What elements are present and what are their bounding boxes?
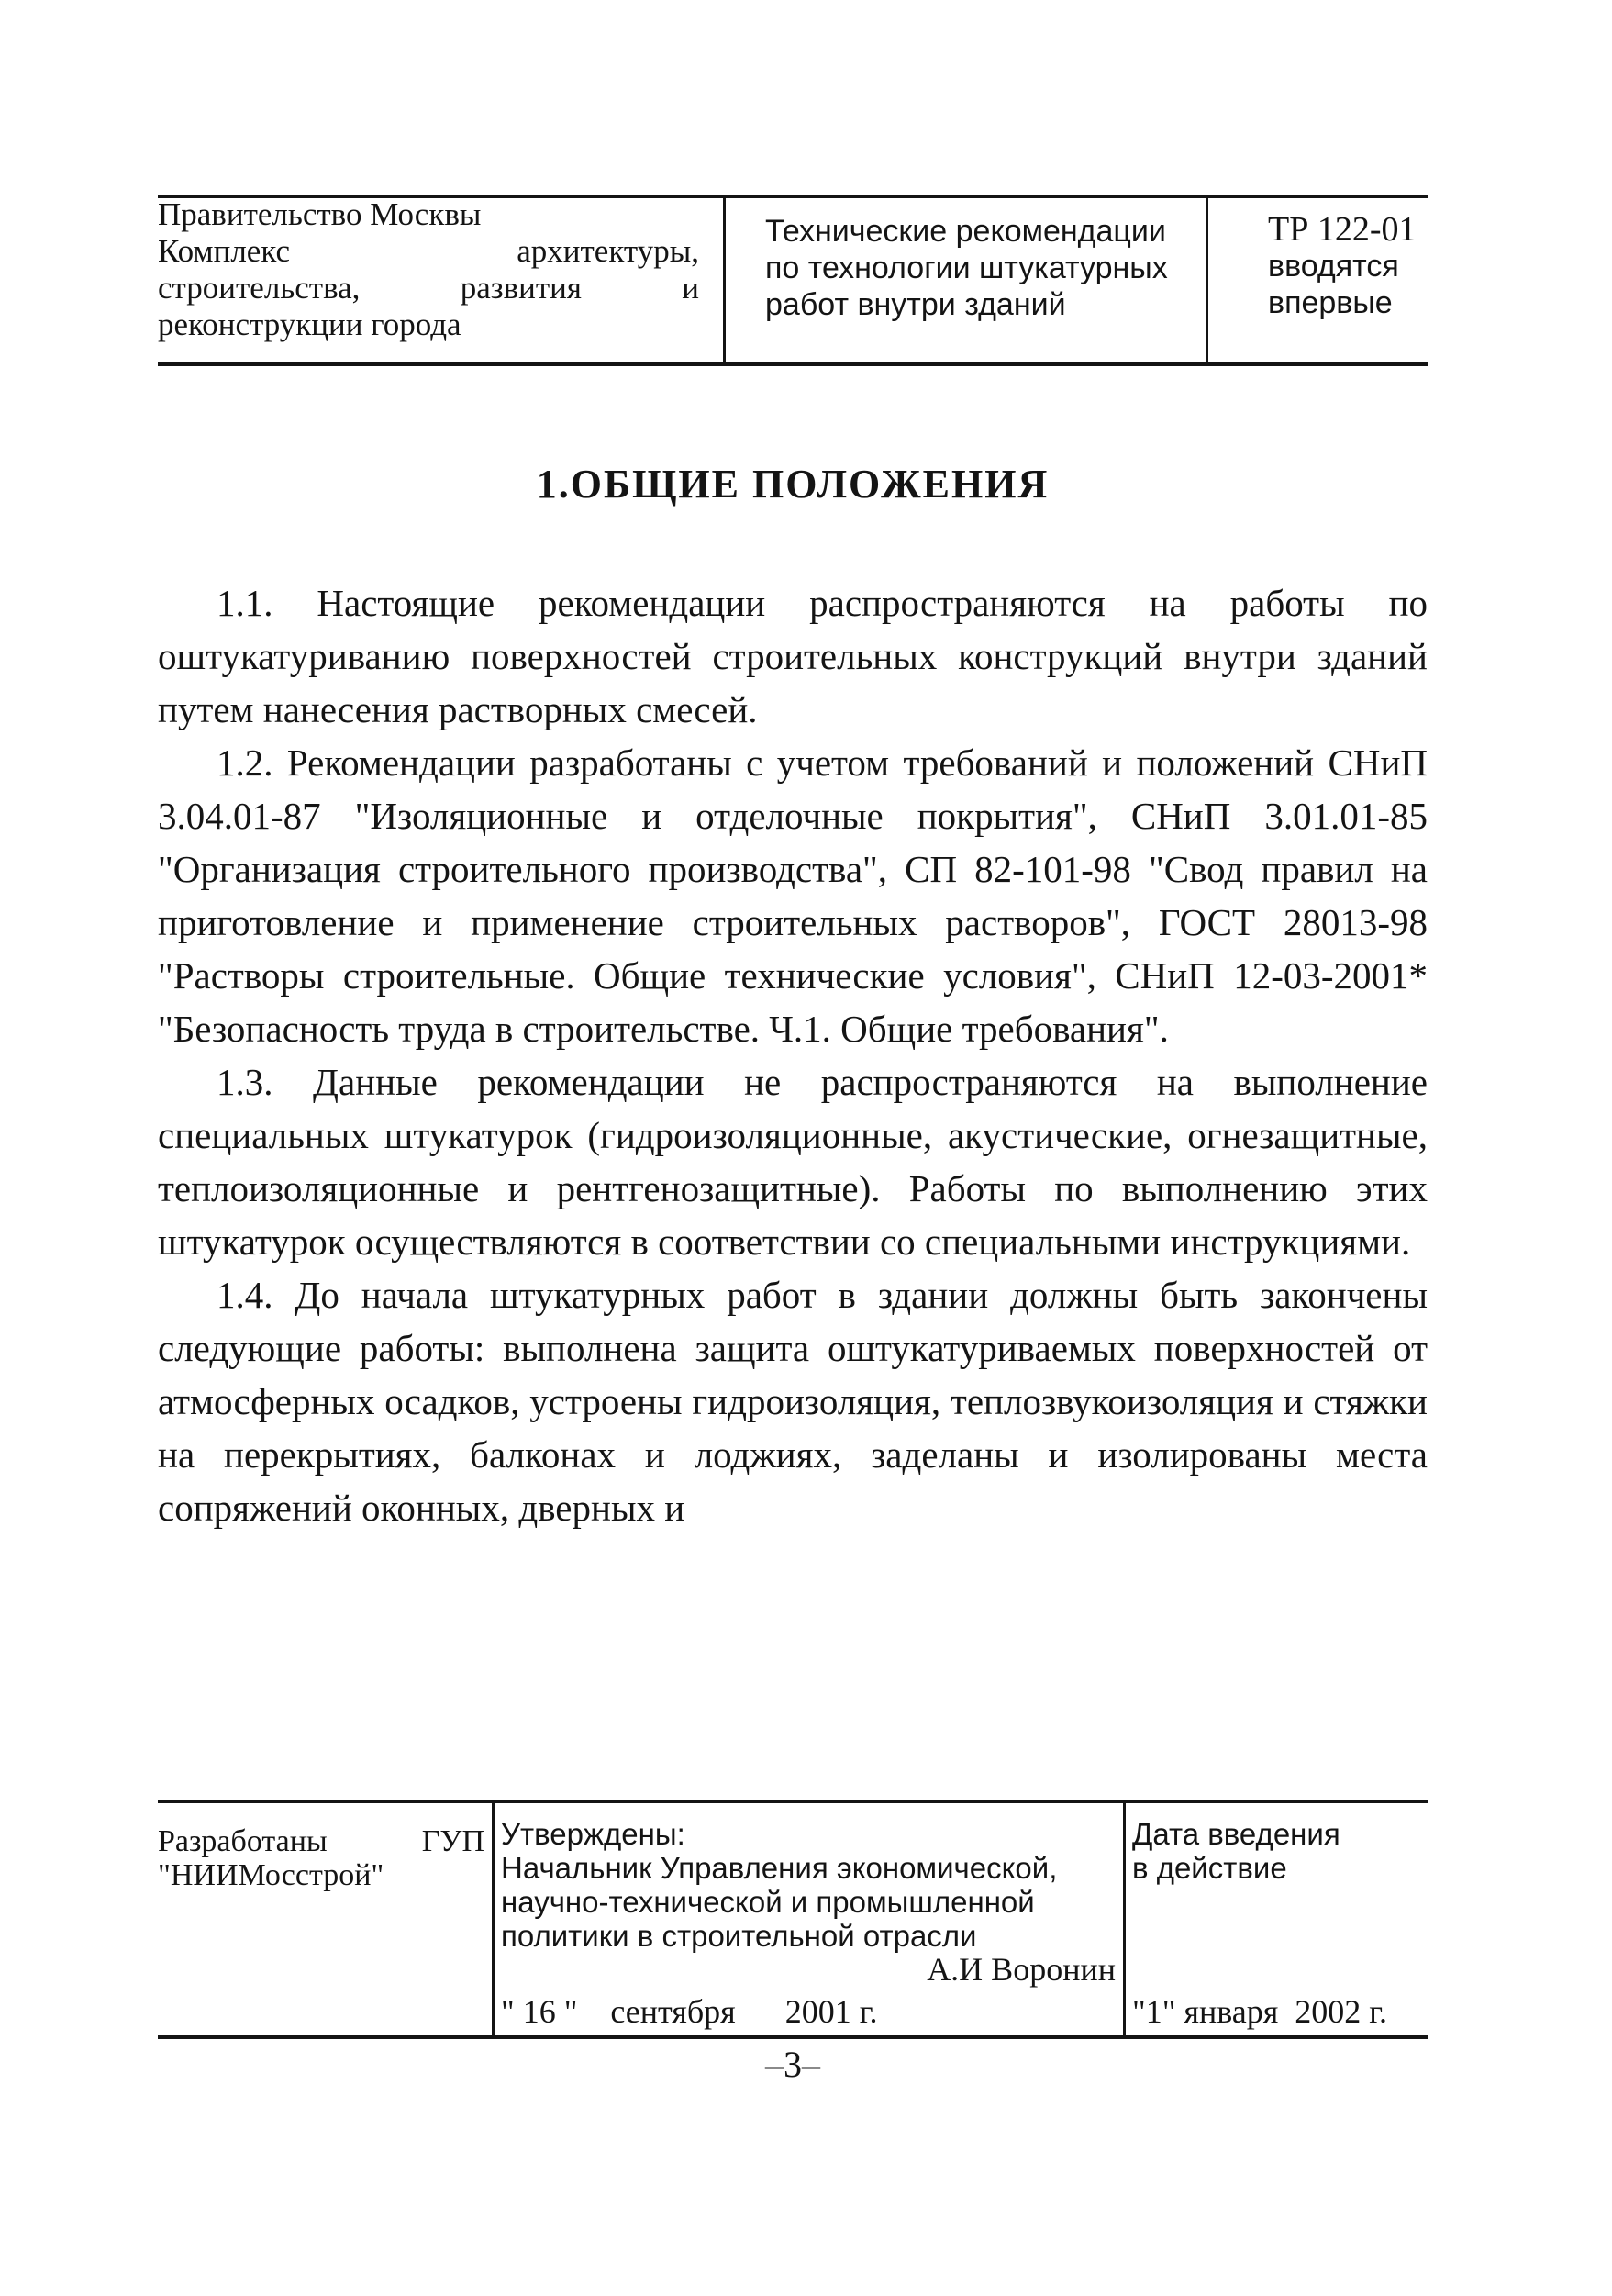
footer-effective-date [1132,1817,1428,1885]
document-code: ТР 122-01 [1268,210,1417,249]
footer-block [158,1800,1428,2039]
developed-line: "НИИМосстрой" [158,1858,384,1892]
section-title: 1.ОБЩИЕ ПОЛОЖЕНИЯ [536,462,1050,507]
paragraph: 1.1. Настоящие рекомендации распространяются на работы по оштукатуриванию поверхностей строительных конструкций внутри зданий путем нанесения растворных смесей. [158,582,1428,730]
paragraph: 1.2. Рекомендации разработаны с учетом требований и положений СНиП 3.04.01-87 "Изоляционные и отделочные покрытия", СНиП 3.01.01-85 "Организация строительного производства", СП 82-101-98 "Свод правил на приготовление и применение строительных растворов", ГОСТ 28013-98 "Растворы строительные. Общие технические условия", СНиП 12-03-2001* "Безопасность труда в строительстве. Ч.1. Общие требования". [158,741,1428,1050]
header-block [158,195,1428,365]
effective-date: "1" января 2002 г. [1132,1993,1387,2030]
approved-line: политики в строительной отрасли [501,1919,977,1953]
footer-divider [1123,1800,1126,2035]
approved-line: Начальник Управления экономической, [501,1851,1058,1885]
header-organization [158,196,699,343]
org-line: Комплекс архитектуры, [158,233,699,269]
header-bottom-rule [158,362,1428,366]
paragraph: 1.3. Данные рекомендации не распространяются на выполнение специальных штукатурок (гидроизоляционные, акустические, огнезащитные, теплоизоляционные и рентгенозащитные). Работы по выполнению этих штукатурок осуществляются в соответствии со специальными инструкциями. [158,1061,1428,1263]
header-document-code [1268,211,1433,321]
approver-name: А.И Воронин [927,1951,1116,1988]
footer-bottom-rule [158,2035,1428,2039]
approval-date: " 16 " сентября 2001 г. [501,1993,878,2030]
code-note: впервые [1268,285,1393,320]
paragraph: 1.4. До начала штукатурных работ в здании должны быть закончены следующие работы: выполнена защита оштукатуриваемых поверхностей от атмосферных осадков, устроены гидроизоляция, теплозвукоизоляция и стяжки на перекрытиях, балконах и лоджиях, заделаны и изолированы места сопряжений оконных, дверных и [158,1274,1428,1529]
page-number: –3– [765,2044,820,2085]
footer-developed-by [158,1824,484,1892]
header-divider [723,195,726,365]
footer-approved-by [501,1817,1116,1987]
title-line: по технологии штукатурных [765,251,1168,285]
code-note: вводятся [1268,249,1399,284]
footer-divider [492,1800,495,2035]
title-line: Технические рекомендации [765,214,1166,249]
org-line: Правительство Москвы [158,196,482,232]
org-line: строительства, развития и [158,270,699,306]
effective-line: в действие [1132,1851,1287,1885]
title-line: работ внутри зданий [765,287,1066,322]
footer-top-rule [158,1800,1428,1803]
approved-line: научно-технической и промышленной [501,1885,1035,1919]
approved-line: Утверждены: [501,1817,685,1851]
effective-line: Дата введения [1132,1817,1340,1851]
body-text [158,576,1428,1534]
developed-line: Разработаны ГУП [158,1824,484,1858]
org-line: реконструкции города [158,307,461,342]
